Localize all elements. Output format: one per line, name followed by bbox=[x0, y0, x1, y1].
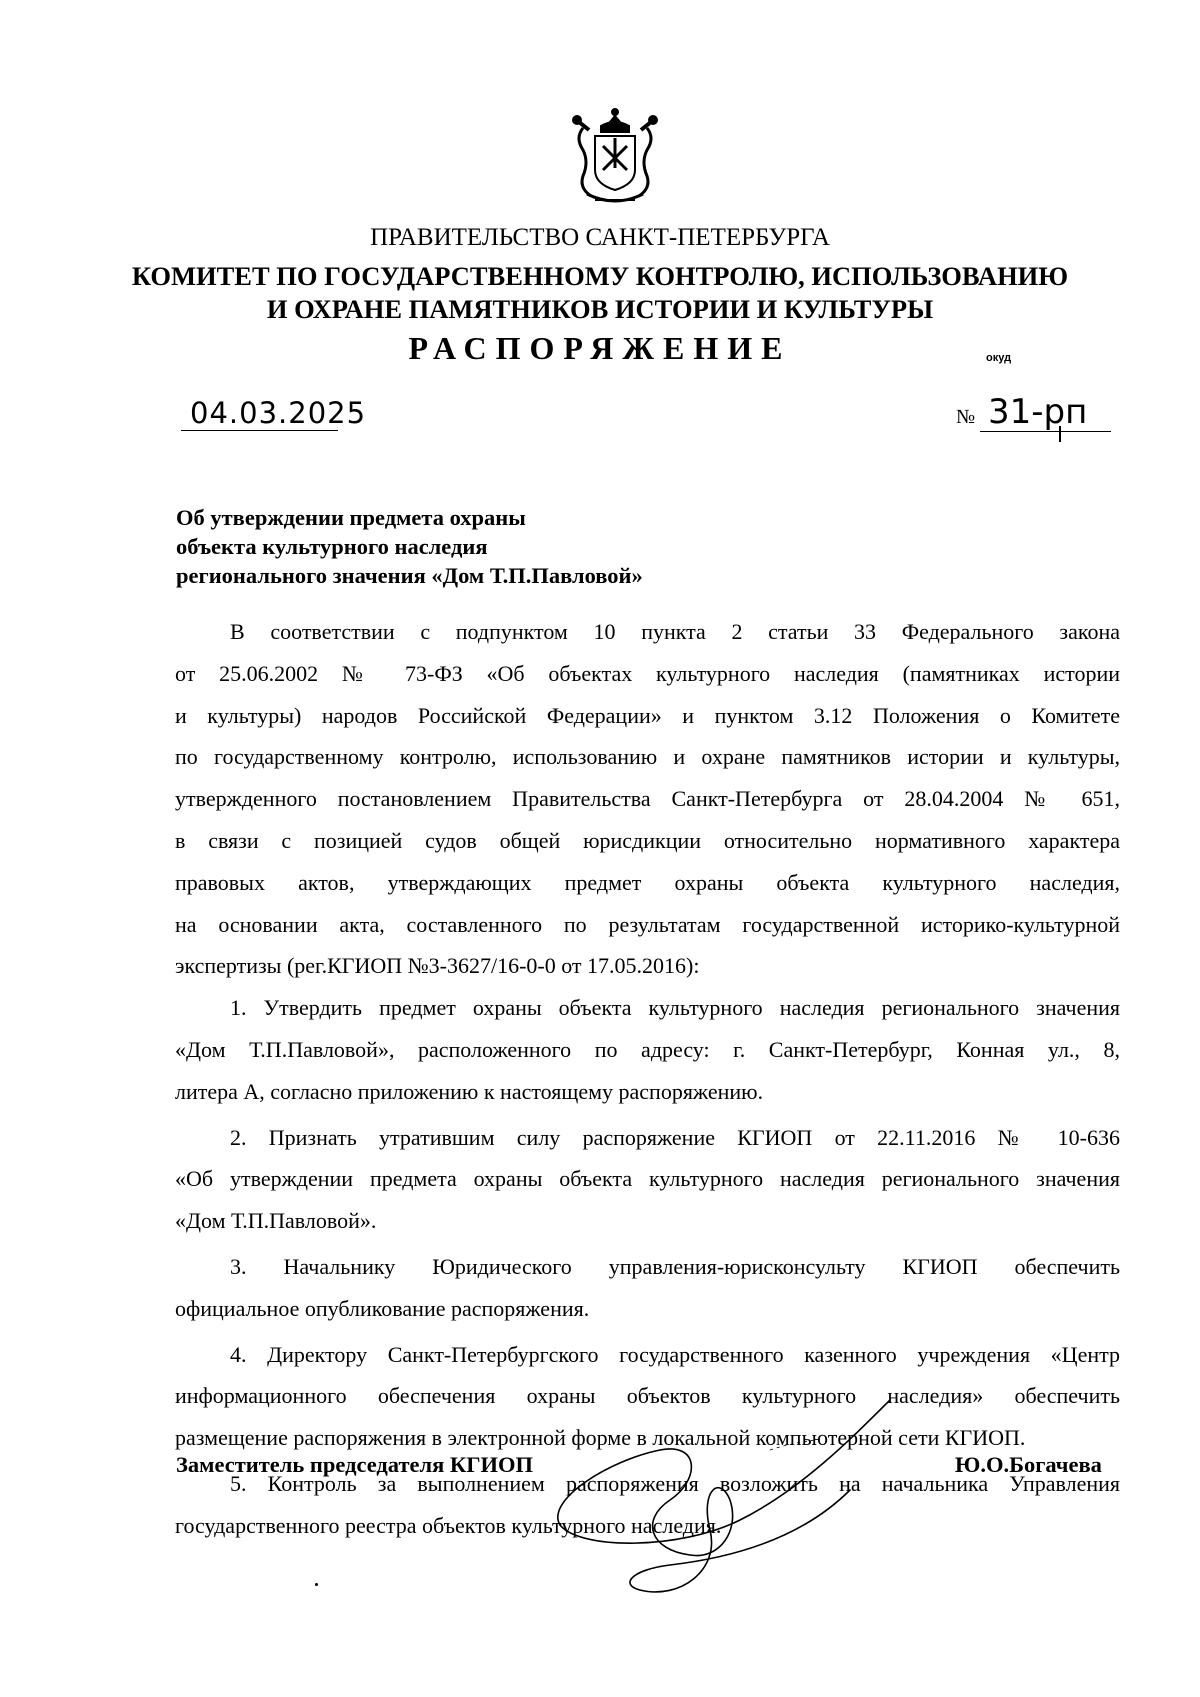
item-1-line: литера А, согласно приложению к настоящему распоряжению. bbox=[175, 1078, 764, 1104]
okud-label: окуд bbox=[986, 352, 1012, 364]
item-2-line: «Дом Т.П.Павловой». bbox=[175, 1208, 377, 1234]
subject-line: Об утверждении предмета охраны bbox=[176, 505, 526, 530]
body-line: в связи с позицией судов общей юрисдикции относительно нормативного характера bbox=[175, 827, 1120, 853]
item-1-line: «Дом Т.П.Павловой», расположенного по адресу: г. Санкт-Петербург, Конная ул., 8, bbox=[175, 1036, 1120, 1062]
number-label: № bbox=[956, 406, 976, 428]
signatory-name: Ю.О.Богачева bbox=[955, 1452, 1102, 1477]
committee-name-line2: И ОХРАНЕ ПАМЯТНИКОВ ИСТОРИИ И КУЛЬТУРЫ bbox=[266, 294, 934, 324]
document-number: 31-рп bbox=[988, 392, 1088, 432]
stray-mark bbox=[315, 1583, 318, 1586]
item-5-line: государственного реестра объектов культурного наследия. bbox=[175, 1512, 722, 1538]
item-2-line: «Об утверждении предмета охраны объекта культурного наследия регионального значения bbox=[175, 1166, 1120, 1192]
number-underline bbox=[980, 431, 1111, 432]
item-4-line: информационного обеспечения охраны объектов культурного наследия» обеспечить bbox=[175, 1383, 1120, 1409]
body-line: и культуры) народов Российской Федерации» и пунктом 3.12 Положения о Комитете bbox=[175, 702, 1120, 728]
date-underline bbox=[181, 430, 338, 431]
item-4-line: 4. Директору Санкт-Петербургского государственного казенного учреждения «Центр bbox=[230, 1341, 1120, 1367]
body-line: на основании акта, составленного по результатам государственной историко-культурной bbox=[175, 911, 1120, 937]
item-2-line: 2. Признать утратившим силу распоряжение КГИОП от 22.11.2016 № 10-636 bbox=[230, 1124, 1120, 1150]
committee-name-line1: КОМИТЕТ ПО ГОСУДАРСТВЕННОМУ КОНТРОЛЮ, ИСПОЛЬЗОВАНИЮ bbox=[131, 261, 1069, 291]
document-date: 04.03.2025 bbox=[190, 396, 367, 430]
item-3-line: официальное опубликование распоряжения. bbox=[175, 1295, 590, 1321]
body-line: В соответствии с подпунктом 10 пункта 2 статьи 33 Федерального закона bbox=[230, 619, 1120, 644]
body-line: по государственному контролю, использованию и охране памятников истории и культуры, bbox=[175, 744, 1120, 770]
handwritten-signature bbox=[550, 1380, 910, 1620]
government-name: ПРАВИТЕЛЬСТВО САНКТ-ПЕТЕРБУРГА bbox=[370, 224, 830, 251]
document-type-title: РАСПОРЯЖЕНИЕ bbox=[408, 330, 792, 366]
body-line: правовых актов, утверждающих предмет охраны объекта культурного наследия, bbox=[175, 869, 1120, 895]
signatory-title: Заместитель председателя КГИОП bbox=[176, 1452, 534, 1477]
item-4-line: размещение распоряжения в электронной форме в локальной компьютерной сети КГИОП. bbox=[175, 1425, 1026, 1451]
body-line: экспертизы (рег.КГИОП №3-3627/16-0-0 от 17.05.2016): bbox=[175, 953, 700, 979]
document-subject bbox=[176, 503, 643, 590]
item-3-line: 3. Начальнику Юридического управления-юрисконсульту КГИОП обеспечить bbox=[230, 1253, 1120, 1279]
subject-line: объекта культурного наследия bbox=[176, 534, 488, 559]
body-line: утвержденного постановлением Правительства Санкт-Петербурга от 28.04.2004 № 651, bbox=[175, 786, 1120, 812]
item-5-line: 5. Контроль за выполнением распоряжения возложить на начальника Управления bbox=[230, 1470, 1120, 1496]
subject-line: регионального значения «Дом Т.П.Павловой» bbox=[176, 563, 643, 588]
body-line: от 25.06.2002 № 73-ФЗ «Об объектах культурного наследия (памятниках истории bbox=[175, 660, 1120, 686]
coat-of-arms-icon bbox=[565, 108, 665, 208]
number-mark bbox=[1059, 426, 1061, 442]
item-1-line: 1. Утвердить предмет охраны объекта культурного наследия регионального значения bbox=[230, 995, 1120, 1021]
